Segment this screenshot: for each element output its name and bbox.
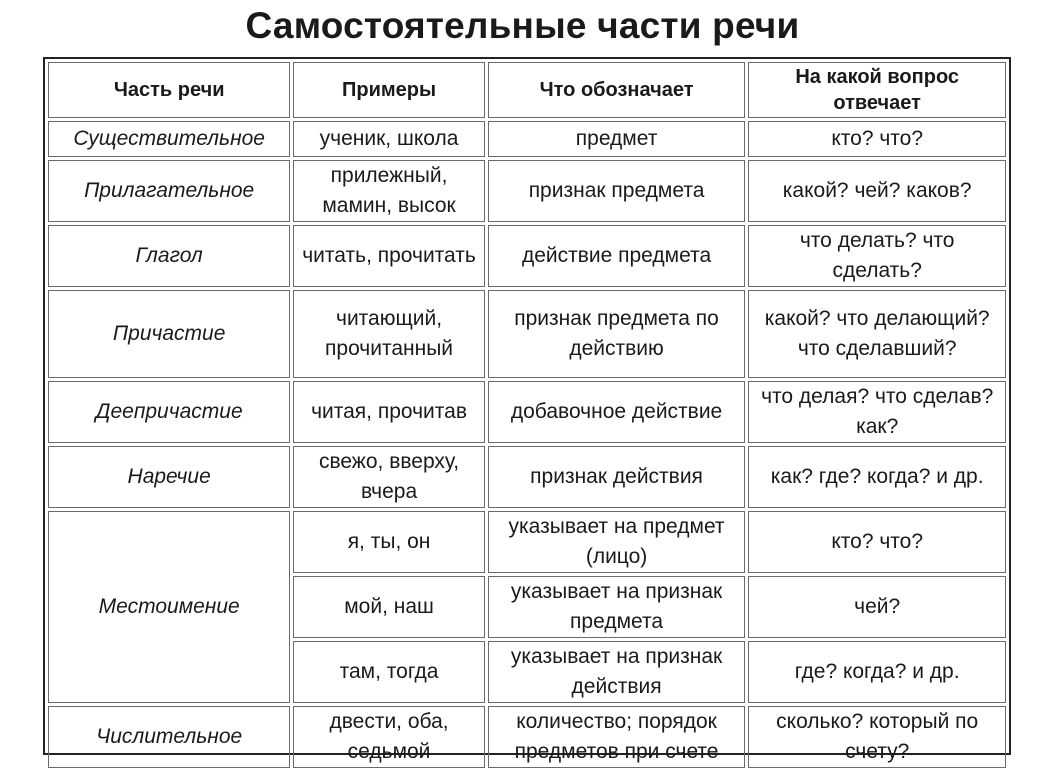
table-row: [48, 381, 1006, 443]
meaning-cell: количество; порядок предметов при счете: [488, 706, 746, 768]
part-cell: Причастие: [48, 290, 290, 378]
examples-cell: читать, прочитать: [293, 225, 484, 287]
table-row: [48, 290, 1006, 378]
table-row: [48, 225, 1006, 287]
table-row: [48, 511, 1006, 573]
header-meaning: Что обозначает: [488, 62, 746, 118]
examples-cell: свежо, вверху, вчера: [293, 446, 484, 508]
meaning-cell: действие предмета: [488, 225, 746, 287]
examples-cell: я, ты, он: [293, 511, 484, 573]
question-cell: кто? что?: [748, 511, 1006, 573]
examples-cell: читающий, прочитанный: [293, 290, 484, 378]
examples-cell: ученик, школа: [293, 121, 484, 157]
table-row: [48, 121, 1006, 157]
question-cell: кто? что?: [748, 121, 1006, 157]
part-cell: Глагол: [48, 225, 290, 287]
table-row: [48, 706, 1006, 768]
question-cell: что делать? что сделать?: [748, 225, 1006, 287]
question-cell: где? когда? и др.: [748, 641, 1006, 703]
header-row: [48, 62, 1006, 118]
meaning-cell: признак предмета: [488, 160, 746, 222]
page-title: Самостоятельные части речи: [245, 5, 800, 46]
part-cell: Прилагательное: [48, 160, 290, 222]
table-row: [48, 446, 1006, 508]
meaning-cell: предмет: [488, 121, 746, 157]
question-cell: сколько? который по счету?: [748, 706, 1006, 768]
question-cell: чей?: [748, 576, 1006, 638]
examples-cell: двести, оба, седьмой: [293, 706, 484, 768]
meaning-cell: признак действия: [488, 446, 746, 508]
meaning-cell: добавочное действие: [488, 381, 746, 443]
question-cell: что делая? что сделав? как?: [748, 381, 1006, 443]
examples-cell: там, тогда: [293, 641, 484, 703]
question-cell: как? где? когда? и др.: [748, 446, 1006, 508]
meaning-cell: признак предмета по действию: [488, 290, 746, 378]
meaning-cell: указывает на предмет (лицо): [488, 511, 746, 573]
examples-cell: прилежный, мамин, высок: [293, 160, 484, 222]
question-cell: какой? что делающий? что сделавший?: [748, 290, 1006, 378]
question-cell: какой? чей? каков?: [748, 160, 1006, 222]
parts-of-speech-table: [45, 59, 1009, 771]
part-cell: Деепричастие: [48, 381, 290, 443]
examples-cell: читая, прочитав: [293, 381, 484, 443]
header-part: Часть речи: [48, 62, 290, 118]
part-cell: Числительное: [48, 706, 290, 768]
meaning-cell: указывает на признак действия: [488, 641, 746, 703]
header-question: На какой вопрос отвечает: [748, 62, 1006, 118]
meaning-cell: указывает на признак предмета: [488, 576, 746, 638]
examples-cell: мой, наш: [293, 576, 484, 638]
part-cell: Местоимение: [48, 511, 290, 703]
part-cell: Наречие: [48, 446, 290, 508]
table-row: [48, 160, 1006, 222]
part-cell: Существительное: [48, 121, 290, 157]
header-examples: Примеры: [293, 62, 484, 118]
